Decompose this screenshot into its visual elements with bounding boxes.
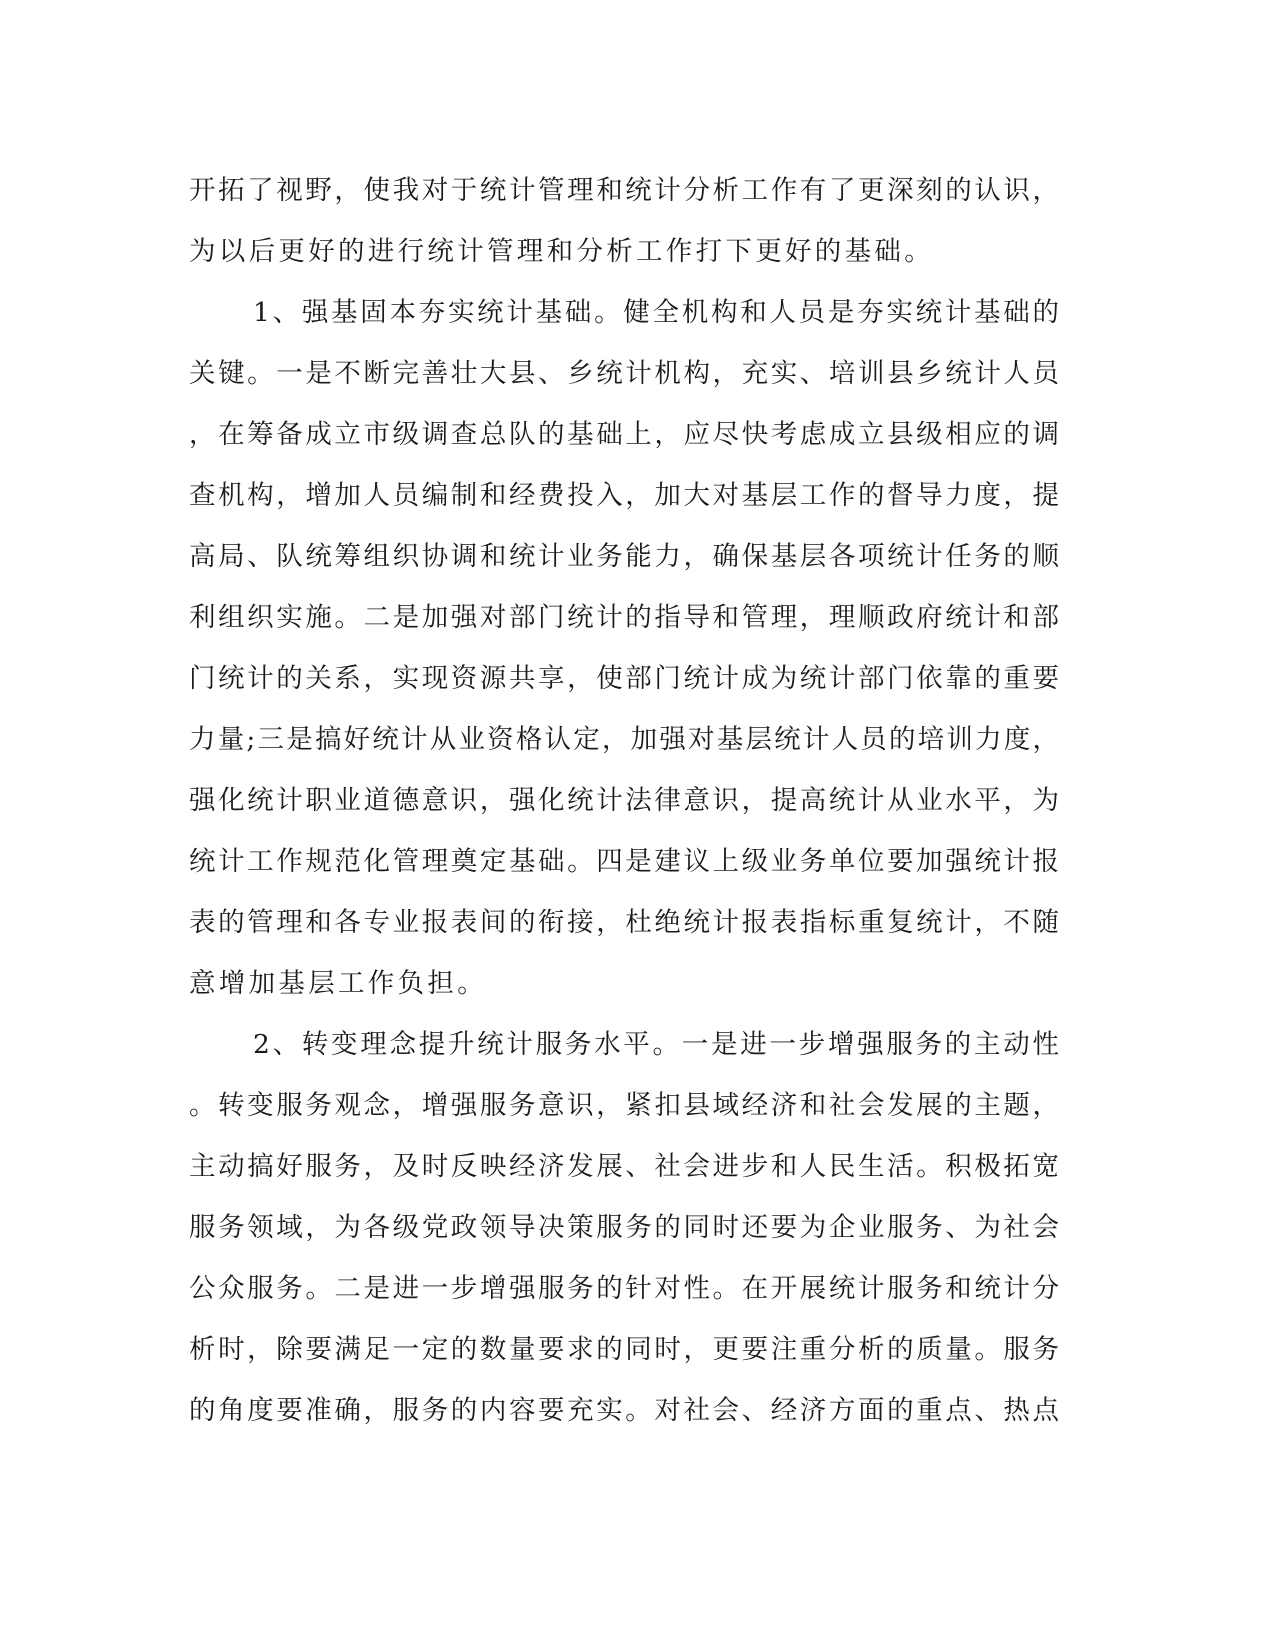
- text-line: 开拓了视野，使我对于统计管理和统计分析工作有了更深刻的认识，: [189, 175, 1059, 206]
- text-line: 的角度要准确，服务的内容要充实。对社会、经济方面的重点、热点: [189, 1395, 1059, 1426]
- text-line: 关键。一是不断完善壮大县、乡统计机构，充实、培训县乡统计人员: [189, 358, 1059, 389]
- text-line: 查机构，增加人员编制和经费投入，加大对基层工作的督导力度，提: [189, 480, 1059, 511]
- paragraph-start-line: 2、转变理念提升统计服务水平。一是进一步增强服务的主动性: [253, 1029, 1059, 1060]
- text-line: ，在筹备成立市级调查总队的基础上，应尽快考虑成立县级相应的调: [189, 419, 1059, 450]
- text-line: 利组织实施。二是加强对部门统计的指导和管理，理顺政府统计和部: [189, 602, 1059, 633]
- text-line: 强化统计职业道德意识，强化统计法律意识，提高统计从业水平，为: [189, 785, 1059, 816]
- text-line: 主动搞好服务，及时反映经济发展、社会进步和人民生活。积极拓宽: [189, 1151, 1059, 1182]
- text-line: 高局、队统筹组织协调和统计业务能力，确保基层各项统计任务的顺: [189, 541, 1059, 572]
- text-line: 力量;三是搞好统计从业资格认定，加强对基层统计人员的培训力度，: [189, 724, 1059, 755]
- text-line: 为以后更好的进行统计管理和分析工作打下更好的基础。: [189, 236, 934, 267]
- text-line: 门统计的关系，实现资源共享，使部门统计成为统计部门依靠的重要: [189, 663, 1059, 694]
- text-line: 服务领域，为各级党政领导决策服务的同时还要为企业服务、为社会: [189, 1212, 1059, 1243]
- text-line: 析时，除要满足一定的数量要求的同时，更要注重分析的质量。服务: [189, 1334, 1059, 1365]
- text-line: 。转变服务观念，增强服务意识，紧扣县域经济和社会发展的主题，: [189, 1090, 1059, 1121]
- text-line: 统计工作规范化管理奠定基础。四是建议上级业务单位要加强统计报: [189, 846, 1059, 877]
- text-line: 表的管理和各专业报表间的衔接，杜绝统计报表指标重复统计，不随: [189, 907, 1059, 938]
- body-text: [189, 160, 1059, 1441]
- paragraph-start-line: 1、强基固本夯实统计基础。健全机构和人员是夯实统计基础的: [253, 297, 1059, 328]
- text-line: 公众服务。二是进一步增强服务的针对性。在开展统计服务和统计分: [189, 1273, 1059, 1304]
- text-line: 意增加基层工作负担。: [189, 968, 487, 999]
